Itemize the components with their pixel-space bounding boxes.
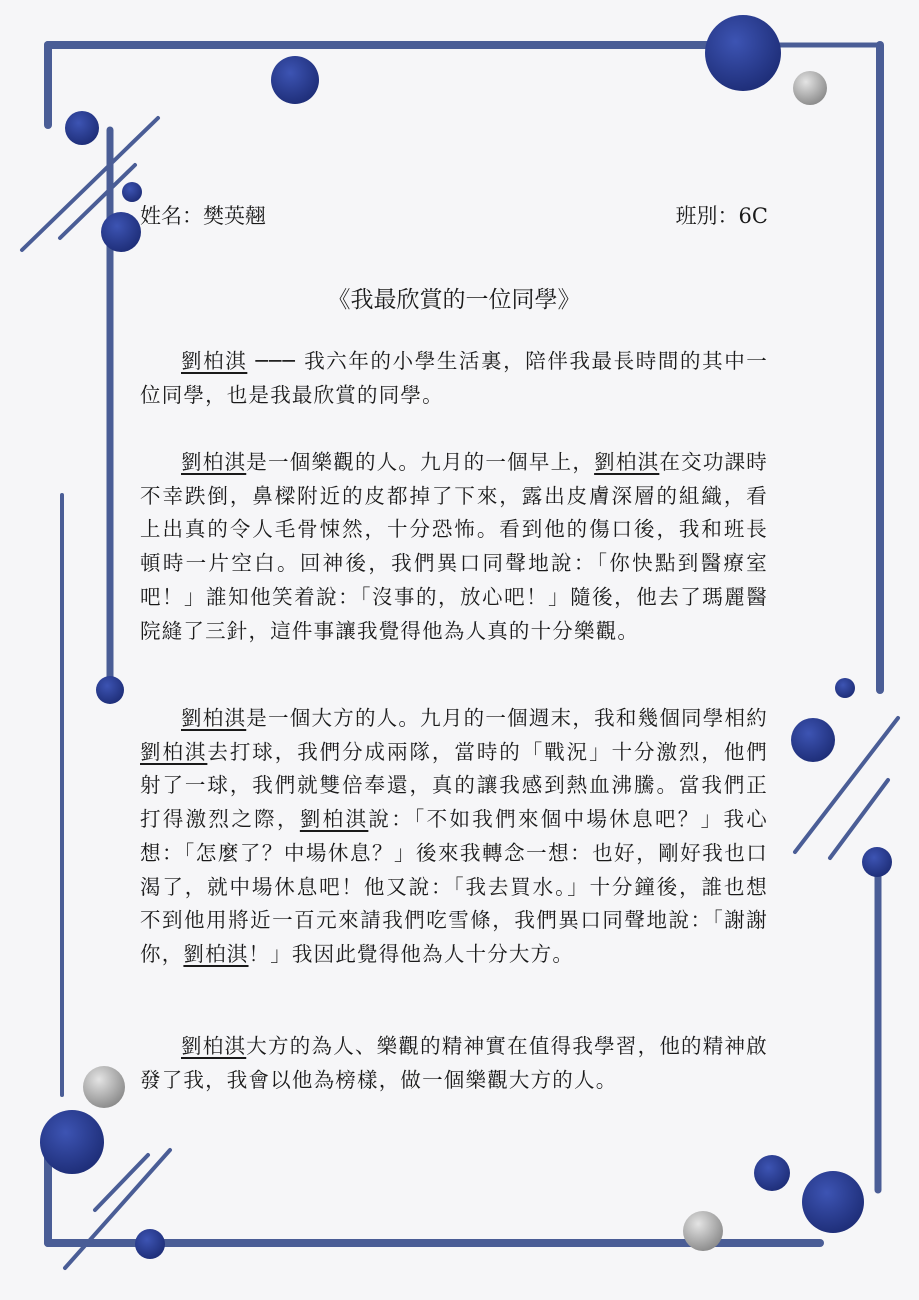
blue-dot — [862, 847, 892, 877]
paragraph-text: 去打球，我們分成兩隊，當時的「戰況」十分激烈，他們射了一球，我們就雙倍奉還，真的讓我感到熱血沸騰。當我們正打得激烈之際， — [140, 739, 768, 832]
paragraph-4 — [140, 1030, 768, 1097]
class-field: 班別：6C — [675, 204, 768, 228]
paragraph-3 — [140, 702, 768, 972]
classmate-name: 劉柏淇 — [181, 349, 248, 373]
blue-dot — [271, 56, 319, 104]
paragraph-1 — [140, 345, 768, 412]
blue-dot — [65, 111, 99, 145]
essay-title: 《我最欣賞的一位同學》 — [327, 287, 581, 313]
classmate-name: 劉柏淇 — [299, 807, 369, 832]
classmate-name: 劉柏淇 — [181, 1034, 247, 1058]
blue-dot — [101, 212, 141, 252]
blue-dot — [802, 1171, 864, 1233]
paragraph-text: ！」我因此覺得他為人十分大方。 — [248, 941, 575, 966]
blue-dot — [96, 676, 124, 704]
blue-dot — [135, 1229, 165, 1259]
blue-dot — [122, 182, 142, 202]
header-row — [140, 198, 768, 234]
paragraph-text: 大方的為人、樂觀的精神實在值得我學習，他的精神啟發了我，我會以他為榜樣，做一個樂觀大方的人。 — [140, 1034, 768, 1092]
classmate-name: 劉柏淇 — [181, 706, 247, 730]
blue-dot — [835, 678, 855, 698]
classmate-name: 劉柏淇 — [594, 450, 660, 474]
blue-dot — [754, 1155, 790, 1191]
blue-dot — [40, 1110, 104, 1174]
grey-dot — [683, 1211, 723, 1251]
classmate-name: 劉柏淇 — [181, 450, 247, 474]
grey-dot — [83, 1066, 125, 1108]
diagonal-line — [830, 780, 888, 858]
student-name-field: 姓名：樊英翹 — [140, 204, 266, 228]
grey-dot — [793, 71, 827, 105]
paragraph-text: 在交功課時不幸跌倒，鼻樑附近的皮都掉了下來，露出皮膚深層的組織，看上出真的令人毛骨悚然，十分恐怖。看到他的傷口後，我和班長頓時一片空白。回神後，我們異口同聲地說：「你快點到醫療室吧！」誰知他笑着說：「沒事的，放心吧！」隨後，他去了瑪麗醫院縫了三針，這件事讓我覺得他為人真的十分樂觀。 — [140, 450, 769, 643]
classmate-name: 劉柏淇 — [140, 739, 208, 764]
paragraph-text: 是一個大方的人。九月的一個週末，我和幾個同學相約 — [246, 706, 768, 730]
paragraph-text: 說：「不如我們來個中場休息吧？」我心想：「怎麼了？中場休息？」後來我轉念一想：也好，剛好我也口渴了，就中場休息吧！他又說：「我去買水。」十分鐘後，誰也想不到他用將近一百元來請我們吃雪條，我們異口同聲地說：「謝謝你， — [140, 807, 768, 966]
blue-dot — [705, 15, 781, 91]
paragraph-text: 是一個樂觀的人。九月的一個早上， — [246, 450, 595, 474]
paragraph-text: ─── 我六年的小學生活裏，陪伴我最長時間的其中一位同學，也是我最欣賞的同學。 — [140, 349, 768, 407]
classmate-name: 劉柏淇 — [183, 941, 249, 966]
paragraph-2 — [140, 446, 768, 648]
blue-dot — [791, 718, 835, 762]
